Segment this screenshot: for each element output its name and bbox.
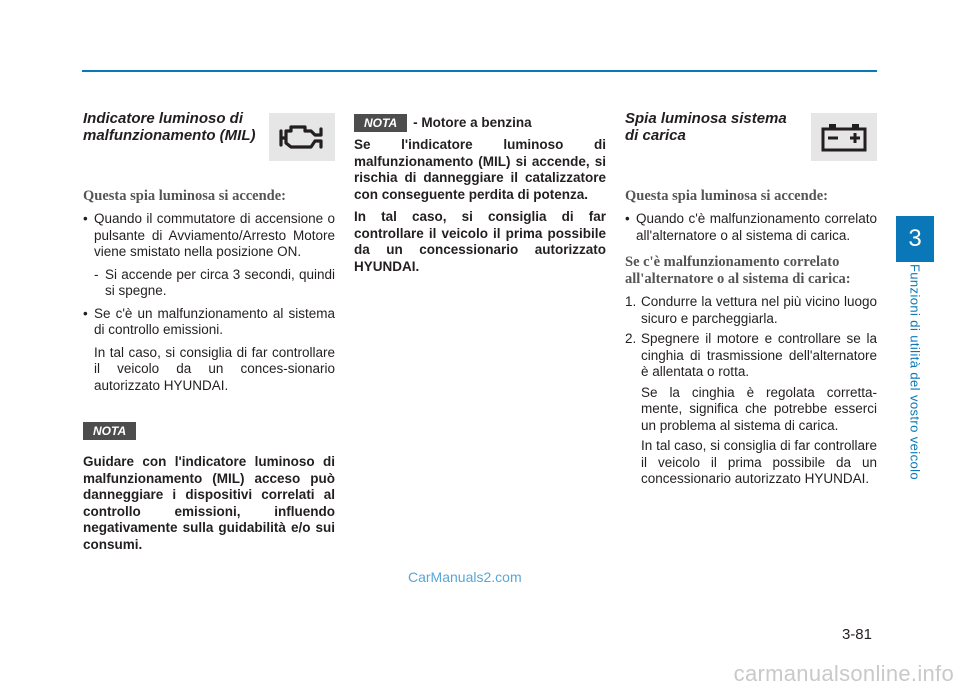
list-item: • Se c'è un malfunzionamento al sistema di controllo emissioni. <box>83 305 335 337</box>
battery-icon <box>811 113 877 161</box>
advice-text: In tal caso, si consiglia di far controllare il veicolo il prima possibile da un concessionario autorizzato HYUNDAI. <box>641 438 877 486</box>
malfunction-heading: Se c'è malfunzionamento correlato all'alternatore o al sistema di carica: <box>625 254 851 287</box>
step-item: 1. Condurre la vettura nel più vicino luogo sicuro e parcheggiarla. <box>625 294 877 326</box>
list-item: • Quando c'è malfunzionamento correlato all'alternatore o al sistema di carica. <box>625 211 877 243</box>
nota-heading: - Motore a benzina <box>413 114 532 130</box>
chapter-label: Funzioni di utilità del vostro veicolo <box>907 263 923 481</box>
explanation-text: Se la cinghia è regolata corretta-mente, significa che potrebbe esserci un problema al sistema di carica. <box>641 384 877 433</box>
column-mil <box>83 110 335 553</box>
chapter-number: 3 <box>908 225 922 252</box>
list-item: • Quando il commutatore di accensione o pulsante di Avviamento/Arresto Motore viene smistato nella posizione ON. <box>83 211 335 259</box>
top-rule <box>82 70 877 72</box>
section-title-mil: Indicatore luminoso di malfunzionamento (MIL) <box>83 110 256 144</box>
section-title-charging: Spia luminosa sistema di carica <box>625 110 787 144</box>
page-number: 3-81 <box>841 626 872 643</box>
column-charging <box>625 110 877 488</box>
step-item: 2. Spegnere il motore e controllare se la cinghia di trasmissione dell'alternatore è allentata o rotta. <box>625 331 877 379</box>
nota-badge: NOTA <box>354 114 407 132</box>
nota-paragraph: Se l'indicatore luminoso di malfunzionamento (MIL) si accende, si rischia di danneggiare il catalizzatore con conseguente perdita di potenza. <box>354 137 606 202</box>
nota-text: Guidare con l'indicatore luminoso di malfunzionamento (MIL) acceso può danneggiare i dispositivi correlati al controllo emissioni, influendo negativamente sulla guidabilità e/o sui consumi. <box>83 454 335 552</box>
sub-list-item: - Si accende per circa 3 secondi, quindi si spegne. <box>94 266 335 298</box>
footer-watermark: carmanualsonline.info <box>733 661 954 686</box>
condition-heading: Questa spia luminosa si accende: <box>625 188 829 204</box>
engine-check-icon <box>269 113 335 161</box>
nota-paragraph: In tal caso, si consiglia di far controllare il veicolo il prima possibile da un concessionario autorizzato HYUNDAI. <box>354 209 606 274</box>
nota-badge: NOTA <box>83 422 136 440</box>
condition-heading: Questa spia luminosa si accende: <box>83 188 287 204</box>
column-note <box>354 110 606 275</box>
watermark-link[interactable]: CarManuals2.com <box>408 569 522 585</box>
chapter-tab <box>896 216 934 262</box>
advice-text: In tal caso, si consiglia di far controllare il veicolo da un conces-sionario autorizzato HYUNDAI. <box>94 344 335 393</box>
